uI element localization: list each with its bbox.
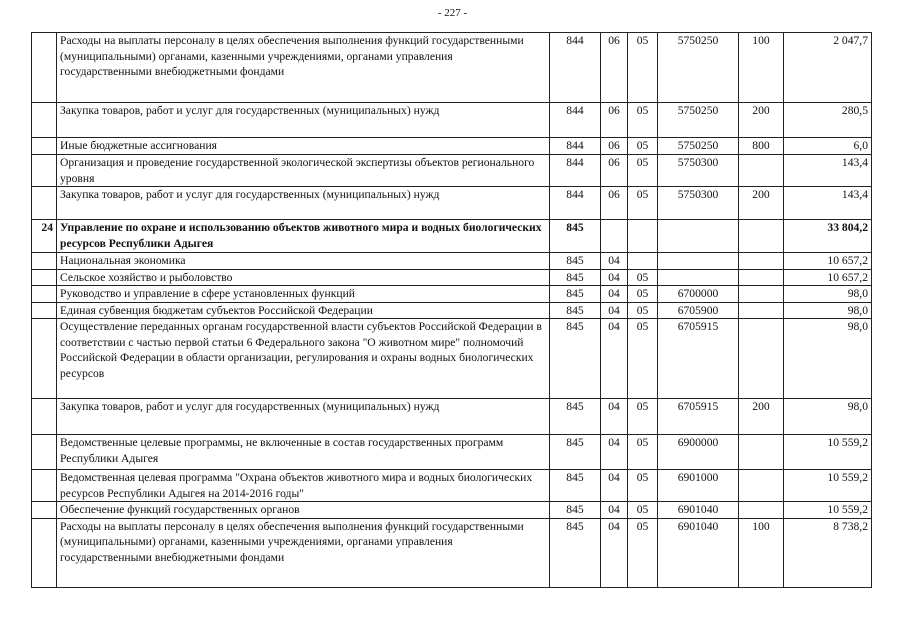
- expense-name-cell: Закупка товаров, работ и услуг для государственных (муниципальных) нужд: [57, 399, 550, 435]
- department-code-cell: 845: [550, 319, 601, 399]
- expense-type-cell: [739, 286, 784, 303]
- expense-name-cell: Осуществление переданных органам государственной власти субъектов Российской Федерации в соответствии с частью первой статьи 6 Федерального закона "О животном мире" полномочий Российской Федерации в области организации, регулирования и охраны водных биологических ресурсов: [57, 319, 550, 399]
- row-number-cell: [32, 155, 57, 187]
- subsection-code-cell: 05: [628, 502, 658, 519]
- section-code-cell: 04: [601, 319, 628, 399]
- subsection-code-cell: [628, 253, 658, 270]
- department-code-cell: 845: [550, 253, 601, 270]
- target-article-cell: 6900000: [658, 435, 739, 470]
- expense-name-cell: Расходы на выплаты персоналу в целях обеспечения выполнения функций государственными (муниципальными) органами, казенными учреждениями, органами управления государственными внебюджетными фондами: [57, 518, 550, 587]
- expense-name-cell: Обеспечение функций государственных органов: [57, 502, 550, 519]
- row-number-cell: 24: [32, 220, 57, 253]
- department-code-cell: 845: [550, 502, 601, 519]
- target-article-cell: 5750250: [658, 33, 739, 103]
- row-number-cell: [32, 399, 57, 435]
- amount-cell: 98,0: [784, 319, 872, 399]
- section-code-cell: 04: [601, 470, 628, 502]
- expense-type-cell: 800: [739, 138, 784, 155]
- table-row: [32, 103, 872, 138]
- section-code-cell: 06: [601, 33, 628, 103]
- expense-type-cell: [739, 155, 784, 187]
- department-code-cell: 845: [550, 470, 601, 502]
- expense-name-cell: Иные бюджетные ассигнования: [57, 138, 550, 155]
- table-row: [32, 220, 872, 253]
- table-row: [32, 269, 872, 286]
- expense-type-cell: [739, 302, 784, 319]
- target-article-cell: 5750250: [658, 103, 739, 138]
- table-row: [32, 286, 872, 303]
- table-row: [32, 518, 872, 587]
- expense-name-cell: Ведомственные целевые программы, не включенные в состав государственных программ Республики Адыгея: [57, 435, 550, 470]
- expense-name-cell: Сельское хозяйство и рыболовство: [57, 269, 550, 286]
- row-number-cell: [32, 187, 57, 220]
- section-code-cell: [601, 220, 628, 253]
- target-article-cell: 5750300: [658, 155, 739, 187]
- row-number-cell: [32, 319, 57, 399]
- subsection-code-cell: 05: [628, 269, 658, 286]
- amount-cell: 10 559,2: [784, 470, 872, 502]
- table-row: [32, 399, 872, 435]
- department-code-cell: 844: [550, 187, 601, 220]
- section-code-cell: 04: [601, 502, 628, 519]
- table-row: [32, 138, 872, 155]
- table-row: [32, 435, 872, 470]
- row-number-cell: [32, 269, 57, 286]
- section-code-cell: 04: [601, 518, 628, 587]
- expense-type-cell: 200: [739, 399, 784, 435]
- table-body: [32, 33, 872, 588]
- amount-cell: 2 047,7: [784, 33, 872, 103]
- amount-cell: 10 559,2: [784, 435, 872, 470]
- amount-cell: 143,4: [784, 187, 872, 220]
- target-article-cell: 6705915: [658, 399, 739, 435]
- amount-cell: 98,0: [784, 286, 872, 303]
- table-row: [32, 470, 872, 502]
- row-number-cell: [32, 103, 57, 138]
- section-code-cell: 06: [601, 138, 628, 155]
- subsection-code-cell: 05: [628, 435, 658, 470]
- expense-type-cell: [739, 435, 784, 470]
- expense-type-cell: [739, 253, 784, 270]
- expense-type-cell: 100: [739, 33, 784, 103]
- subsection-code-cell: 05: [628, 138, 658, 155]
- target-article-cell: [658, 220, 739, 253]
- amount-cell: 10 657,2: [784, 269, 872, 286]
- expense-name-cell: Расходы на выплаты персоналу в целях обеспечения выполнения функций государственными (муниципальными) органами, казенными учреждениями, органами управления государственными внебюджетными фондами: [57, 33, 550, 103]
- row-number-cell: [32, 435, 57, 470]
- amount-cell: 10 657,2: [784, 253, 872, 270]
- department-code-cell: 845: [550, 435, 601, 470]
- expense-type-cell: 100: [739, 518, 784, 587]
- target-article-cell: 6705915: [658, 319, 739, 399]
- expense-name-cell: Управление по охране и использованию объектов животного мира и водных биологических ресурсов Республики Адыгея: [57, 220, 550, 253]
- target-article-cell: 5750250: [658, 138, 739, 155]
- amount-cell: 10 559,2: [784, 502, 872, 519]
- row-number-cell: [32, 138, 57, 155]
- amount-cell: 280,5: [784, 103, 872, 138]
- subsection-code-cell: 05: [628, 103, 658, 138]
- amount-cell: 143,4: [784, 155, 872, 187]
- subsection-code-cell: 05: [628, 187, 658, 220]
- row-number-cell: [32, 253, 57, 270]
- row-number-cell: [32, 502, 57, 519]
- table-row: [32, 187, 872, 220]
- section-code-cell: 06: [601, 155, 628, 187]
- section-code-cell: 04: [601, 269, 628, 286]
- department-code-cell: 845: [550, 286, 601, 303]
- expense-name-cell: Организация и проведение государственной экологической экспертизы объектов регионального уровня: [57, 155, 550, 187]
- expense-name-cell: Закупка товаров, работ и услуг для государственных (муниципальных) нужд: [57, 103, 550, 138]
- department-code-cell: 845: [550, 518, 601, 587]
- amount-cell: 6,0: [784, 138, 872, 155]
- subsection-code-cell: 05: [628, 319, 658, 399]
- department-code-cell: 844: [550, 33, 601, 103]
- budget-table: [31, 32, 872, 588]
- row-number-cell: [32, 286, 57, 303]
- amount-cell: 98,0: [784, 399, 872, 435]
- expense-type-cell: [739, 220, 784, 253]
- department-code-cell: 845: [550, 269, 601, 286]
- department-code-cell: 845: [550, 399, 601, 435]
- expense-type-cell: [739, 502, 784, 519]
- table-row: [32, 302, 872, 319]
- row-number-cell: [32, 33, 57, 103]
- department-code-cell: 844: [550, 138, 601, 155]
- table-row: [32, 155, 872, 187]
- table-row: [32, 33, 872, 103]
- row-number-cell: [32, 470, 57, 502]
- department-code-cell: 845: [550, 220, 601, 253]
- subsection-code-cell: 05: [628, 399, 658, 435]
- amount-cell: 98,0: [784, 302, 872, 319]
- expense-name-cell: Единая субвенция бюджетам субъектов Российской Федерации: [57, 302, 550, 319]
- department-code-cell: 844: [550, 155, 601, 187]
- section-code-cell: 06: [601, 103, 628, 138]
- expense-name-cell: Национальная экономика: [57, 253, 550, 270]
- target-article-cell: [658, 269, 739, 286]
- subsection-code-cell: 05: [628, 286, 658, 303]
- page-number: - 227 -: [437, 7, 468, 19]
- section-code-cell: 04: [601, 286, 628, 303]
- section-code-cell: 04: [601, 253, 628, 270]
- target-article-cell: 6901040: [658, 518, 739, 587]
- table-row: [32, 253, 872, 270]
- row-number-cell: [32, 518, 57, 587]
- subsection-code-cell: 05: [628, 155, 658, 187]
- expense-name-cell: Закупка товаров, работ и услуг для государственных (муниципальных) нужд: [57, 187, 550, 220]
- subsection-code-cell: 05: [628, 470, 658, 502]
- section-code-cell: 04: [601, 399, 628, 435]
- section-code-cell: 04: [601, 435, 628, 470]
- target-article-cell: 5750300: [658, 187, 739, 220]
- target-article-cell: 6700000: [658, 286, 739, 303]
- expense-type-cell: [739, 319, 784, 399]
- amount-cell: 8 738,2: [784, 518, 872, 587]
- department-code-cell: 845: [550, 302, 601, 319]
- subsection-code-cell: [628, 220, 658, 253]
- expense-type-cell: 200: [739, 103, 784, 138]
- section-code-cell: 04: [601, 302, 628, 319]
- expense-name-cell: Ведомственная целевая программа "Охрана объектов животного мира и водных биологических ресурсов Республики Адыгея на 2014-2016 годы": [57, 470, 550, 502]
- expense-name-cell: Руководство и управление в сфере установленных функций: [57, 286, 550, 303]
- expense-type-cell: [739, 470, 784, 502]
- amount-cell: 33 804,2: [784, 220, 872, 253]
- row-number-cell: [32, 302, 57, 319]
- table-row: [32, 319, 872, 399]
- target-article-cell: 6705900: [658, 302, 739, 319]
- department-code-cell: 844: [550, 103, 601, 138]
- target-article-cell: 6901040: [658, 502, 739, 519]
- expense-type-cell: [739, 269, 784, 286]
- expense-type-cell: 200: [739, 187, 784, 220]
- target-article-cell: [658, 253, 739, 270]
- subsection-code-cell: 05: [628, 302, 658, 319]
- table-row: [32, 502, 872, 519]
- target-article-cell: 6901000: [658, 470, 739, 502]
- section-code-cell: 06: [601, 187, 628, 220]
- subsection-code-cell: 05: [628, 518, 658, 587]
- subsection-code-cell: 05: [628, 33, 658, 103]
